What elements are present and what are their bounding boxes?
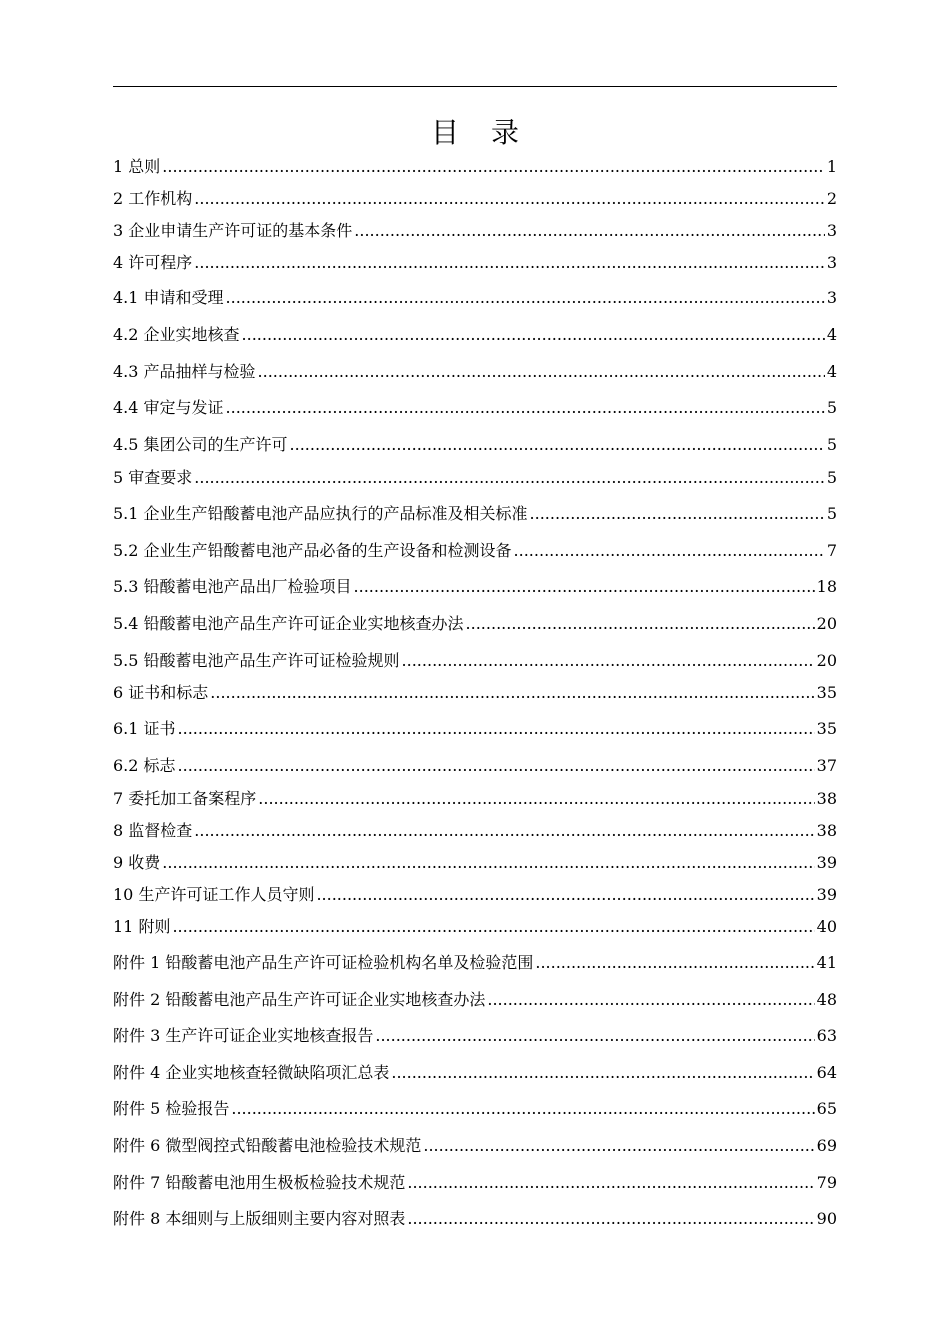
toc-dot-leader	[162, 852, 814, 874]
toc-dot-leader	[172, 916, 814, 938]
toc-entry[interactable]	[113, 680, 837, 704]
toc-entry[interactable]	[113, 786, 837, 810]
toc-entry[interactable]	[113, 250, 837, 274]
toc-entry[interactable]	[113, 322, 837, 346]
toc-entry[interactable]	[113, 950, 837, 974]
toc-entry-page: 65	[816, 1099, 837, 1118]
toc-title: 目录	[430, 116, 551, 149]
toc-entry[interactable]	[113, 1133, 837, 1157]
toc-entry[interactable]	[113, 882, 837, 906]
toc-entry[interactable]	[113, 465, 837, 489]
toc-entry[interactable]	[113, 818, 837, 842]
toc-entry[interactable]	[113, 850, 837, 874]
toc-dot-leader	[423, 1135, 814, 1157]
toc-entry-label: 4.3 产品抽样与检验	[113, 362, 256, 381]
toc-entry-label: 1 总则	[113, 157, 161, 176]
toc-entry[interactable]	[113, 538, 837, 562]
toc-dot-leader	[210, 682, 814, 704]
toc-entry-label: 5.2 企业生产铅酸蓄电池产品必备的生产设备和检测设备	[113, 541, 512, 560]
toc-dot-leader	[530, 503, 825, 525]
toc-entry-page: 3	[826, 221, 837, 240]
toc-entry[interactable]	[113, 1060, 837, 1084]
toc-entry-label: 4 许可程序	[113, 253, 193, 272]
toc-entry[interactable]	[113, 432, 837, 456]
toc-dot-leader	[402, 650, 815, 672]
toc-entry-label: 附件 6 微型阀控式铅酸蓄电池检验技术规范	[113, 1136, 422, 1155]
toc-entry-page: 18	[816, 577, 837, 596]
toc-entry[interactable]	[113, 574, 837, 598]
toc-entry[interactable]	[113, 501, 837, 525]
toc-entry-page: 41	[816, 953, 837, 972]
toc-entry[interactable]	[113, 1023, 837, 1047]
toc-entry-page: 3	[826, 253, 837, 272]
toc-dot-leader	[354, 576, 815, 598]
toc-entry-label: 附件 8 本细则与上版细则主要内容对照表	[113, 1209, 406, 1228]
toc-entry-label: 6.2 标志	[113, 756, 176, 775]
toc-dot-leader	[231, 1098, 814, 1120]
toc-dot-leader	[375, 1025, 814, 1047]
toc-entry-page: 2	[826, 189, 837, 208]
toc-entry-label: 附件 4 企业实地核查轻微缺陷项汇总表	[113, 1063, 390, 1082]
toc-dot-leader	[242, 324, 825, 346]
toc-dot-leader	[162, 156, 825, 178]
toc-entry-page: 1	[826, 157, 837, 176]
toc-dot-leader	[290, 434, 825, 456]
toc-dot-leader	[535, 952, 814, 974]
toc-entry-page: 7	[826, 541, 837, 560]
toc-entry[interactable]	[113, 395, 837, 419]
toc-entry-page: 40	[816, 917, 837, 936]
toc-entry-label: 附件 1 铅酸蓄电池产品生产许可证检验机构名单及检验范围	[113, 953, 534, 972]
toc-entry-page: 69	[816, 1136, 837, 1155]
toc-entry-label: 5.4 铅酸蓄电池产品生产许可证企业实地核查办法	[113, 614, 464, 633]
toc-entry-label: 6.1 证书	[113, 719, 176, 738]
toc-dot-leader	[258, 361, 825, 383]
toc-entry-label: 11 附则	[113, 917, 171, 936]
toc-entry-label: 4.4 审定与发证	[113, 398, 224, 417]
toc-dot-leader	[194, 188, 825, 210]
toc-entry-page: 20	[816, 651, 837, 670]
toc-entry-label: 5.1 企业生产铅酸蓄电池产品应执行的产品标准及相关标准	[113, 504, 528, 523]
toc-entry[interactable]	[113, 1096, 837, 1120]
toc-entry-label: 5.3 铅酸蓄电池产品出厂检验项目	[113, 577, 352, 596]
toc-entry-page: 35	[816, 719, 837, 738]
toc-entry-label: 4.5 集团公司的生产许可	[113, 435, 288, 454]
toc-entry-page: 79	[816, 1173, 837, 1192]
toc-entry[interactable]	[113, 186, 837, 210]
toc-dot-leader	[466, 613, 815, 635]
toc-dot-leader	[226, 287, 825, 309]
toc-entry-page: 5	[826, 468, 837, 487]
toc-dot-leader	[407, 1208, 814, 1230]
toc-entry-label: 3 企业申请生产许可证的基本条件	[113, 221, 353, 240]
toc-entry[interactable]	[113, 716, 837, 740]
toc-entry[interactable]	[113, 611, 837, 635]
toc-entry-page: 38	[816, 821, 837, 840]
toc-entry-label: 8 监督检查	[113, 821, 193, 840]
toc-entry-label: 附件 3 生产许可证企业实地核查报告	[113, 1026, 374, 1045]
toc-entry-page: 20	[816, 614, 837, 633]
toc-entry-page: 37	[816, 756, 837, 775]
toc-entry-page: 5	[826, 504, 837, 523]
toc-dot-leader	[514, 540, 825, 562]
toc-entry-page: 3	[826, 288, 837, 307]
toc-dot-leader	[354, 220, 825, 242]
toc-entry-label: 10 生产许可证工作人员守则	[113, 885, 315, 904]
toc-entry-label: 4.2 企业实地核查	[113, 325, 240, 344]
toc-entry-page: 39	[816, 885, 837, 904]
toc-entry-page: 5	[826, 435, 837, 454]
toc-entry-page: 4	[826, 325, 837, 344]
toc-entry[interactable]	[113, 753, 837, 777]
toc-entry-label: 附件 2 铅酸蓄电池产品生产许可证企业实地核查办法	[113, 990, 486, 1009]
toc-entry[interactable]	[113, 154, 837, 178]
toc-entry-page: 39	[816, 853, 837, 872]
toc-entry[interactable]	[113, 218, 837, 242]
toc-dot-leader	[178, 755, 815, 777]
toc-entry-page: 64	[816, 1063, 837, 1082]
header-rule	[113, 86, 837, 87]
toc-entry[interactable]	[113, 285, 837, 309]
toc-dot-leader	[258, 788, 814, 810]
toc-dot-leader	[391, 1062, 814, 1084]
toc-entry[interactable]	[113, 1170, 837, 1194]
toc-entry-label: 9 收费	[113, 853, 161, 872]
toc-entry-page: 4	[826, 362, 837, 381]
toc-dot-leader	[316, 884, 814, 906]
toc-entry-page: 48	[816, 990, 837, 1009]
toc-entry-label: 6 证书和标志	[113, 683, 209, 702]
toc-entry-page: 90	[816, 1209, 837, 1228]
toc-dot-leader	[487, 989, 814, 1011]
toc-entry[interactable]	[113, 359, 837, 383]
toc-entry[interactable]	[113, 914, 837, 938]
toc-dot-leader	[226, 397, 825, 419]
toc-dot-leader	[407, 1172, 814, 1194]
toc-entry-page: 5	[826, 398, 837, 417]
toc-entry[interactable]	[113, 648, 837, 672]
toc-entry-label: 5.5 铅酸蓄电池产品生产许可证检验规则	[113, 651, 400, 670]
toc-entry-label: 5 审查要求	[113, 468, 193, 487]
toc-entry-label: 附件 5 检验报告	[113, 1099, 230, 1118]
toc-entry-label: 附件 7 铅酸蓄电池用生极板检验技术规范	[113, 1173, 406, 1192]
toc-dot-leader	[194, 820, 814, 842]
toc-entry[interactable]	[113, 1206, 837, 1230]
toc-dot-leader	[194, 252, 825, 274]
toc-entry-label: 7 委托加工备案程序	[113, 789, 257, 808]
toc-dot-leader	[194, 467, 825, 489]
toc-entry-page: 35	[816, 683, 837, 702]
toc-entry-page: 63	[816, 1026, 837, 1045]
toc-entry-page: 38	[816, 789, 837, 808]
toc-dot-leader	[178, 718, 815, 740]
toc-entry[interactable]	[113, 987, 837, 1011]
toc-entry-label: 2 工作机构	[113, 189, 193, 208]
toc-entry-label: 4.1 申请和受理	[113, 288, 224, 307]
